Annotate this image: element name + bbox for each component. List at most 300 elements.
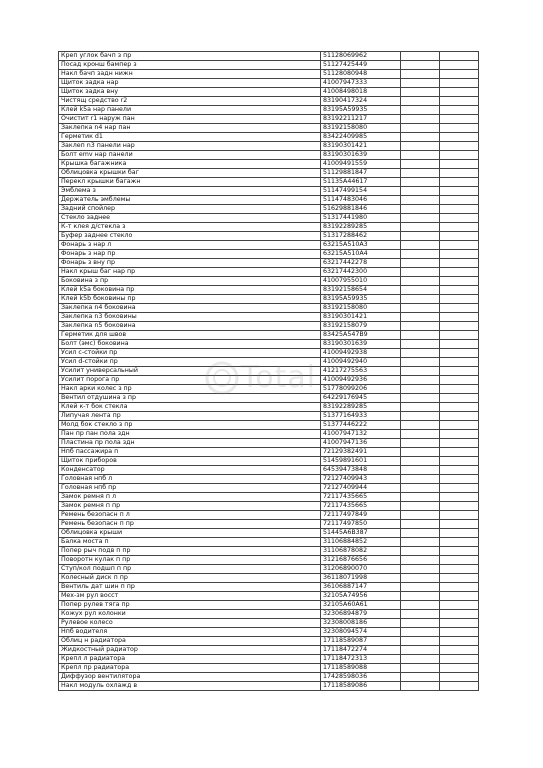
part-code-cell: 83192211217 — [321, 115, 401, 124]
extra-cell-2 — [440, 277, 479, 286]
extra-cell-2 — [440, 457, 479, 466]
table-row — [59, 70, 479, 79]
extra-cell-2 — [440, 466, 479, 475]
table-row — [59, 592, 479, 601]
part-code-cell: 51317441980 — [321, 214, 401, 223]
extra-cell-2 — [440, 97, 479, 106]
part-name-cell: Усилит универсальный — [59, 367, 321, 376]
table-row — [59, 97, 479, 106]
part-name-cell: Замок ремня п пр — [59, 502, 321, 511]
extra-cell-1 — [401, 619, 440, 628]
table-row — [59, 439, 479, 448]
part-code-cell: 41217275563 — [321, 367, 401, 376]
extra-cell-1 — [401, 160, 440, 169]
part-name-cell: Заклеп n3 панели нар — [59, 142, 321, 151]
part-code-cell: 72129382491 — [321, 448, 401, 457]
extra-cell-1 — [401, 169, 440, 178]
extra-cell-1 — [401, 538, 440, 547]
watermark-text: Total — [241, 360, 317, 395]
extra-cell-1 — [401, 286, 440, 295]
extra-cell-2 — [440, 430, 479, 439]
table-row — [59, 115, 479, 124]
part-name-cell: Нпб пассажира п — [59, 448, 321, 457]
extra-cell-1 — [401, 142, 440, 151]
table-row — [59, 412, 479, 421]
extra-cell-2 — [440, 313, 479, 322]
part-name-cell: Болт (эмс) боковина — [59, 340, 321, 349]
part-name-cell: Щиток задка нар — [59, 79, 321, 88]
table-row — [59, 520, 479, 529]
part-name-cell: Крепл л радиатора — [59, 655, 321, 664]
table-row — [59, 187, 479, 196]
part-name-cell: Ремень безопасн п пр — [59, 520, 321, 529]
part-code-cell: 51135A44617 — [321, 178, 401, 187]
part-code-cell: 32306894879 — [321, 610, 401, 619]
part-name-cell: Фонарь з вну пр — [59, 259, 321, 268]
part-name-cell: Заклепка n3 боковины — [59, 313, 321, 322]
part-code-cell: 17118472313 — [321, 655, 401, 664]
part-code-cell: 72127409944 — [321, 484, 401, 493]
part-code-cell: 32308094574 — [321, 628, 401, 637]
part-name-cell: Чистящ средство r2 — [59, 97, 321, 106]
table-row — [59, 628, 479, 637]
part-code-cell: 63217442278 — [321, 259, 401, 268]
part-code-cell: 41007947136 — [321, 439, 401, 448]
extra-cell-2 — [440, 394, 479, 403]
part-name-cell: Клей k5a боковина пр — [59, 286, 321, 295]
part-code-cell: 17428598036 — [321, 673, 401, 682]
extra-cell-2 — [440, 106, 479, 115]
part-name-cell: Крепл пр радиатора — [59, 664, 321, 673]
part-code-cell: 41009492938 — [321, 349, 401, 358]
table-row — [59, 619, 479, 628]
extra-cell-2 — [440, 619, 479, 628]
part-code-cell: 32105A74956 — [321, 592, 401, 601]
extra-cell-1 — [401, 421, 440, 430]
part-code-cell: 41009491559 — [321, 160, 401, 169]
part-name-cell: Поворотн кулак п пр — [59, 556, 321, 565]
extra-cell-1 — [401, 241, 440, 250]
table-row — [59, 601, 479, 610]
table-row — [59, 358, 479, 367]
part-name-cell: Диффузор вентилятора — [59, 673, 321, 682]
table-row — [59, 241, 479, 250]
table-row — [59, 610, 479, 619]
extra-cell-2 — [440, 367, 479, 376]
extra-cell-1 — [401, 232, 440, 241]
part-name-cell: Пан пр пан пола здн — [59, 430, 321, 439]
extra-cell-1 — [401, 304, 440, 313]
table-row — [59, 682, 479, 691]
extra-cell-2 — [440, 196, 479, 205]
parts-table-body — [59, 52, 479, 691]
extra-cell-1 — [401, 133, 440, 142]
part-code-cell: 51445A6B387 — [321, 529, 401, 538]
part-code-cell: 41009492940 — [321, 358, 401, 367]
extra-cell-1 — [401, 448, 440, 457]
part-name-cell: Головная нпб пр — [59, 484, 321, 493]
parts-sheet — [58, 51, 479, 691]
part-code-cell: 51129881847 — [321, 169, 401, 178]
extra-cell-1 — [401, 124, 440, 133]
part-name-cell: Пластина пр пола здн — [59, 439, 321, 448]
part-name-cell: Перекл крышки багажн — [59, 178, 321, 187]
extra-cell-1 — [401, 313, 440, 322]
part-name-cell: Заклепка n4 боковина — [59, 304, 321, 313]
part-code-cell: 41008498018 — [321, 88, 401, 97]
part-code-cell: 83192158654 — [321, 286, 401, 295]
extra-cell-2 — [440, 520, 479, 529]
part-name-cell: Клей k5a нар панели — [59, 106, 321, 115]
extra-cell-1 — [401, 682, 440, 691]
table-row — [59, 349, 479, 358]
part-name-cell: Накл арки колес з пр — [59, 385, 321, 394]
part-code-cell: 63215A510A3 — [321, 241, 401, 250]
part-name-cell: Очистит r1 наруж пан — [59, 115, 321, 124]
extra-cell-1 — [401, 385, 440, 394]
part-code-cell: 72117435665 — [321, 502, 401, 511]
extra-cell-1 — [401, 331, 440, 340]
part-code-cell: 83195A59935 — [321, 295, 401, 304]
table-row — [59, 538, 479, 547]
part-name-cell: Облицовка крышки баг — [59, 169, 321, 178]
part-code-cell: 32308008186 — [321, 619, 401, 628]
part-name-cell: Рулевое колесо — [59, 619, 321, 628]
part-code-cell: 36118071998 — [321, 574, 401, 583]
extra-cell-2 — [440, 547, 479, 556]
table-row — [59, 250, 479, 259]
extra-cell-2 — [440, 448, 479, 457]
part-code-cell: 51377446222 — [321, 421, 401, 430]
table-row — [59, 565, 479, 574]
table-row — [59, 106, 479, 115]
table-row — [59, 430, 479, 439]
part-code-cell: 31206890070 — [321, 565, 401, 574]
part-code-cell: 63215A510A4 — [321, 250, 401, 259]
table-row — [59, 259, 479, 268]
part-name-cell: Облиц н радиатора — [59, 637, 321, 646]
part-name-cell: Усилит порога пр — [59, 376, 321, 385]
extra-cell-2 — [440, 340, 479, 349]
part-name-cell: Боковина з пр — [59, 277, 321, 286]
part-name-cell: Клей k5b боковины пр — [59, 295, 321, 304]
table-row — [59, 385, 479, 394]
part-code-cell: 64539473848 — [321, 466, 401, 475]
extra-cell-2 — [440, 133, 479, 142]
table-row — [59, 88, 479, 97]
part-code-cell: 17118589087 — [321, 637, 401, 646]
part-name-cell: Попер рыч подв п пр — [59, 547, 321, 556]
extra-cell-2 — [440, 646, 479, 655]
table-row — [59, 169, 479, 178]
table-row — [59, 547, 479, 556]
table-row — [59, 475, 479, 484]
part-name-cell: Буфер заднее стекло — [59, 232, 321, 241]
extra-cell-1 — [401, 475, 440, 484]
extra-cell-1 — [401, 214, 440, 223]
part-name-cell: Накл модуль охлажд в — [59, 682, 321, 691]
part-name-cell: Эмблема з — [59, 187, 321, 196]
part-code-cell: 83192289285 — [321, 223, 401, 232]
table-row — [59, 655, 479, 664]
extra-cell-1 — [401, 178, 440, 187]
extra-cell-1 — [401, 646, 440, 655]
extra-cell-2 — [440, 223, 479, 232]
table-row — [59, 178, 479, 187]
extra-cell-1 — [401, 484, 440, 493]
part-name-cell: Крышка багажника — [59, 160, 321, 169]
extra-cell-1 — [401, 61, 440, 70]
extra-cell-2 — [440, 268, 479, 277]
extra-cell-2 — [440, 232, 479, 241]
part-code-cell: 63217442300 — [321, 268, 401, 277]
table-row — [59, 277, 479, 286]
part-name-cell: Накл бачп задн нижн — [59, 70, 321, 79]
part-code-cell: 83190301421 — [321, 313, 401, 322]
part-name-cell: Ступ/кол подшп п пр — [59, 565, 321, 574]
table-row — [59, 367, 479, 376]
part-code-cell: 83192158079 — [321, 322, 401, 331]
extra-cell-1 — [401, 115, 440, 124]
part-code-cell: 72117497849 — [321, 511, 401, 520]
part-name-cell: Держатель эмблемы — [59, 196, 321, 205]
table-row — [59, 493, 479, 502]
part-name-cell: Клей к-т бок стекла — [59, 403, 321, 412]
table-row — [59, 673, 479, 682]
extra-cell-1 — [401, 529, 440, 538]
part-code-cell: 17118589088 — [321, 664, 401, 673]
extra-cell-1 — [401, 79, 440, 88]
part-name-cell: Головная нпб л — [59, 475, 321, 484]
table-row — [59, 466, 479, 475]
part-name-cell: Молд бок стекло з пр — [59, 421, 321, 430]
part-code-cell: 41007947132 — [321, 430, 401, 439]
extra-cell-1 — [401, 376, 440, 385]
extra-cell-2 — [440, 331, 479, 340]
part-name-cell: Усил d-стойки пр — [59, 358, 321, 367]
table-row — [59, 664, 479, 673]
part-code-cell: 83422409985 — [321, 133, 401, 142]
table-row — [59, 556, 479, 565]
extra-cell-2 — [440, 628, 479, 637]
extra-cell-1 — [401, 673, 440, 682]
part-code-cell: 51629881846 — [321, 205, 401, 214]
extra-cell-1 — [401, 430, 440, 439]
part-name-cell: Липучая лента пр — [59, 412, 321, 421]
extra-cell-1 — [401, 565, 440, 574]
table-row — [59, 223, 479, 232]
part-code-cell: 31106884852 — [321, 538, 401, 547]
part-code-cell: 41007955010 — [321, 277, 401, 286]
extra-cell-2 — [440, 565, 479, 574]
part-name-cell: Задний спойлер — [59, 205, 321, 214]
extra-cell-2 — [440, 673, 479, 682]
extra-cell-2 — [440, 583, 479, 592]
extra-cell-2 — [440, 421, 479, 430]
part-code-cell: 51128080948 — [321, 70, 401, 79]
extra-cell-2 — [440, 160, 479, 169]
extra-cell-1 — [401, 259, 440, 268]
table-row — [59, 646, 479, 655]
table-row — [59, 502, 479, 511]
part-name-cell: Кожух рул колонки — [59, 610, 321, 619]
part-code-cell: 51778099206 — [321, 385, 401, 394]
part-code-cell: 51377164933 — [321, 412, 401, 421]
table-row — [59, 124, 479, 133]
extra-cell-2 — [440, 610, 479, 619]
extra-cell-2 — [440, 376, 479, 385]
extra-cell-1 — [401, 628, 440, 637]
part-name-cell: Облицовка крыши — [59, 529, 321, 538]
extra-cell-1 — [401, 205, 440, 214]
table-row — [59, 511, 479, 520]
part-code-cell: 83192158080 — [321, 124, 401, 133]
table-row — [59, 295, 479, 304]
part-code-cell: 51317288462 — [321, 232, 401, 241]
table-row — [59, 52, 479, 61]
extra-cell-1 — [401, 493, 440, 502]
part-code-cell: 32105A60A61 — [321, 601, 401, 610]
extra-cell-2 — [440, 52, 479, 61]
table-row — [59, 142, 479, 151]
extra-cell-1 — [401, 250, 440, 259]
part-name-cell: Щиток приборов — [59, 457, 321, 466]
part-name-cell: Колесный диск п пр — [59, 574, 321, 583]
extra-cell-1 — [401, 511, 440, 520]
part-name-cell: Болт emv нар панели — [59, 151, 321, 160]
table-row — [59, 484, 479, 493]
table-row — [59, 331, 479, 340]
part-code-cell: 83190301639 — [321, 151, 401, 160]
extra-cell-2 — [440, 439, 479, 448]
table-row — [59, 196, 479, 205]
extra-cell-1 — [401, 466, 440, 475]
extra-cell-2 — [440, 241, 479, 250]
extra-cell-2 — [440, 637, 479, 646]
extra-cell-1 — [401, 457, 440, 466]
part-code-cell: 41007947333 — [321, 79, 401, 88]
table-row — [59, 421, 479, 430]
extra-cell-2 — [440, 151, 479, 160]
extra-cell-2 — [440, 322, 479, 331]
extra-cell-2 — [440, 385, 479, 394]
extra-cell-2 — [440, 61, 479, 70]
extra-cell-1 — [401, 664, 440, 673]
extra-cell-2 — [440, 169, 479, 178]
extra-cell-2 — [440, 412, 479, 421]
extra-cell-1 — [401, 592, 440, 601]
part-code-cell: 36106887147 — [321, 583, 401, 592]
part-code-cell: 83190301421 — [321, 142, 401, 151]
extra-cell-1 — [401, 403, 440, 412]
part-code-cell: 51147499154 — [321, 187, 401, 196]
extra-cell-1 — [401, 502, 440, 511]
extra-cell-1 — [401, 196, 440, 205]
part-name-cell: Герметик для швов — [59, 331, 321, 340]
extra-cell-2 — [440, 142, 479, 151]
extra-cell-1 — [401, 88, 440, 97]
extra-cell-2 — [440, 475, 479, 484]
extra-cell-1 — [401, 52, 440, 61]
table-row — [59, 322, 479, 331]
table-row — [59, 232, 479, 241]
part-code-cell: 72117497850 — [321, 520, 401, 529]
extra-cell-2 — [440, 511, 479, 520]
table-row — [59, 376, 479, 385]
part-code-cell: 72117435665 — [321, 493, 401, 502]
part-code-cell: 83192158080 — [321, 304, 401, 313]
table-row — [59, 403, 479, 412]
extra-cell-2 — [440, 304, 479, 313]
extra-cell-1 — [401, 601, 440, 610]
extra-cell-1 — [401, 97, 440, 106]
table-row — [59, 205, 479, 214]
table-row — [59, 637, 479, 646]
extra-cell-2 — [440, 286, 479, 295]
part-name-cell: Попер рулев тяга пр — [59, 601, 321, 610]
part-name-cell: Герметик d1 — [59, 133, 321, 142]
extra-cell-2 — [440, 79, 479, 88]
part-code-cell: 17118589086 — [321, 682, 401, 691]
extra-cell-1 — [401, 340, 440, 349]
part-code-cell: 83195A59935 — [321, 106, 401, 115]
table-row — [59, 583, 479, 592]
extra-cell-1 — [401, 574, 440, 583]
part-name-cell: Замок ремня п л — [59, 493, 321, 502]
part-name-cell: К-т клея д/стекла з — [59, 223, 321, 232]
extra-cell-2 — [440, 124, 479, 133]
part-name-cell: Вентиль дат шин п пр — [59, 583, 321, 592]
extra-cell-1 — [401, 547, 440, 556]
extra-cell-1 — [401, 583, 440, 592]
extra-cell-2 — [440, 115, 479, 124]
part-code-cell: 72127409943 — [321, 475, 401, 484]
table-row — [59, 313, 479, 322]
extra-cell-1 — [401, 637, 440, 646]
part-name-cell: Усил с-стойки пр — [59, 349, 321, 358]
part-code-cell: 31106878082 — [321, 547, 401, 556]
table-row — [59, 340, 479, 349]
table-row — [59, 268, 479, 277]
part-name-cell: Вентил отдушина з пр — [59, 394, 321, 403]
extra-cell-1 — [401, 367, 440, 376]
part-name-cell: Жидкостный радиатор — [59, 646, 321, 655]
parts-table — [58, 51, 479, 691]
extra-cell-2 — [440, 205, 479, 214]
part-name-cell: Мех-зм рул восст — [59, 592, 321, 601]
part-name-cell: Щиток задка вну — [59, 88, 321, 97]
table-row — [59, 79, 479, 88]
extra-cell-1 — [401, 439, 440, 448]
table-row — [59, 286, 479, 295]
extra-cell-2 — [440, 592, 479, 601]
part-name-cell: Креп углок бачп з пр — [59, 52, 321, 61]
part-code-cell: 51127425449 — [321, 61, 401, 70]
extra-cell-1 — [401, 520, 440, 529]
table-row — [59, 61, 479, 70]
extra-cell-1 — [401, 394, 440, 403]
extra-cell-2 — [440, 655, 479, 664]
table-row — [59, 160, 479, 169]
extra-cell-1 — [401, 349, 440, 358]
table-row — [59, 214, 479, 223]
table-row — [59, 304, 479, 313]
table-row — [59, 394, 479, 403]
extra-cell-2 — [440, 502, 479, 511]
table-row — [59, 574, 479, 583]
part-code-cell: 51147483046 — [321, 196, 401, 205]
part-code-cell: 31216876656 — [321, 556, 401, 565]
